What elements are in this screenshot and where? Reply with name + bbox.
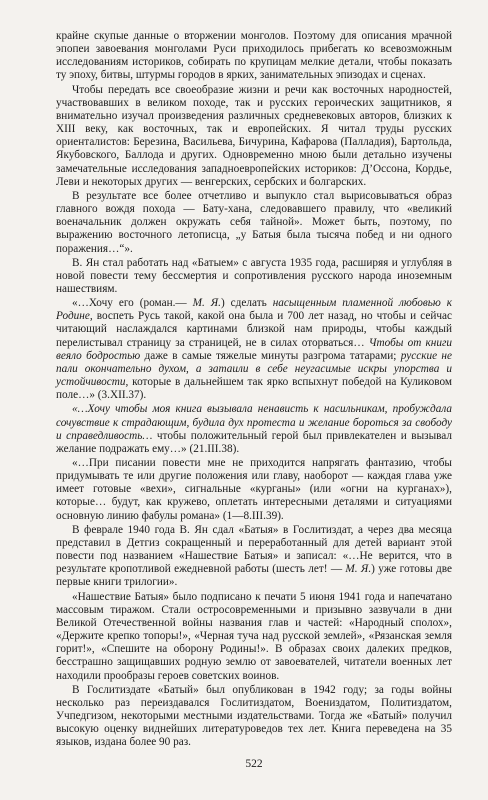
paragraph xyxy=(56,30,452,83)
text-run: даже в самые тяжелые минуты разгрома татарами; xyxy=(140,349,401,362)
italic-text: «…Хочу чтобы моя книга вызывала ненависть к насильникам, пробуждала сочувствие к страдающим, будила дух протеста и желание бороться за свободу и справедливость… xyxy=(56,403,452,442)
paragraph xyxy=(56,591,452,683)
body-text xyxy=(56,30,452,749)
paragraph xyxy=(56,524,452,590)
italic-text: Чтобы от книги веяло бодростью xyxy=(56,336,452,362)
text-run: В феврале 1940 года В. Ян сдал «Батыя» в Гослитиздат, а через два месяца представил в Детгиз сокращенный и переработанный для детей вариант этой повести под названием «Нашествие Батыя» и записал: «…Не верится, что в результате кропотливой ежедневной работы (шесть лет! — xyxy=(56,523,452,576)
paragraph xyxy=(56,403,452,456)
paragraph xyxy=(56,257,452,296)
italic-text: насыщенным пламенной любовью к Родине, xyxy=(56,297,453,323)
text-run: «…При писании повести мне не приходится напрягать фантазию, чтобы придумывать те или другие положения или главу, наоборот — каждая глава уже имеет готовые «вехи», сигнальные «курганы» (или «огни на курганах»), которые… будут, как кружево, оплетать интересными деталями и ситуациями основную линию фабулы романа» (1—8.III.39). xyxy=(56,457,452,522)
paragraph xyxy=(56,297,452,402)
paragraph xyxy=(56,457,452,523)
text-run: В результате все более отчетливо и выпукло стал вырисовываться образ главного вождя похода — Бату-хана, следовавшего правилу, что «великий военачальник должен окружать себя тайной». Может быть, поэтому, по выражению восточного летописца, „у Батыя была тысяча побед и ни одного поражения…“». xyxy=(56,189,452,255)
paragraph xyxy=(56,684,452,750)
italic-text: русские не пали окончательно духом, а затаили в себе неугасимые искры упорства и устойчивости, xyxy=(56,349,452,389)
text-run: чтобы положительный герой был привлекателен и вызывал желание подражать ему…» (21.III.38). xyxy=(56,429,452,455)
text-run: В Гослитиздате «Батый» был опубликован в 1942 году; за годы войны несколько раз переиздавался Гослитиздатом, Воениздатом, Политиздатом, Учпедгизом, некоторыми местными издательствами. Тогда же «Батый» получил высокую оценку виднейших литературоведов тех лет. Книга переведена на 35 языков, издана более 90 раз. xyxy=(56,683,452,749)
text-run: ) уже готовы две первые книги трилогии». xyxy=(56,563,452,589)
italic-text: М. Я. xyxy=(345,563,372,576)
page-number: 522 xyxy=(245,758,263,770)
text-run: которые в дальнейшем так ярко вспыхнут победой на Куликовом поле…» (3.XII.37). xyxy=(56,376,452,402)
text-run: ) сделать xyxy=(220,297,273,310)
text-run: «…Хочу его (роман.— xyxy=(72,297,193,310)
paragraph xyxy=(56,190,452,256)
text-run: крайне скупые данные о вторжении монголов. Поэтому для описания мрачной эпопеи завоевания монголами Руси приходилось прибегать ко всевозможным исследованиям историков, собирать по крупицам мелкие детали, чтобы показать ту эпоху, битвы, штурмы городов в ярких, занимательных эпизодах и сценах. xyxy=(56,30,452,82)
text-run: В. Ян стал работать над «Батыем» с августа 1935 года, расширяя и углубляя в новой повести тему бессмертия и сопротивления русского народа иноземным нашествиям. xyxy=(56,256,452,295)
text-run: Чтобы передать все своеобразие жизни и речи как восточных народностей, участвовавших в великом походе, так и русских героических защитников, я внимательно изучал произведения различных средневековых авторов, близких к XIII веку, как восточных, так и европейских. Я читал труды русских ориенталистов: Березина, Васильева, Бичурина, Кафарова (Палладия), Бартольда, Якубовского, Баллода и других. Одновременно мною были детально изучены замечательные исследования западноевропейских историков: Д’Оссона, Кордье, Леви и некоторых других — венгерских, сербских и болгарских. xyxy=(56,83,452,188)
text-run: «Нашествие Батыя» было подписано к печати 5 июня 1941 года и напечатано массовым тиражом. Стали остросовременными и призывно зазвучали в дни Великой Отечественной войны названия глав и частей: «Народный сполох», «Держите крепко топоры!», «Черная туча над русской землей», «Рязанская земля горит!», «Спешите на оборону Родины!». В образах своих далеких предков, бесстрашно защищавших родную землю от завоевателей, читатели военных лет находили прообразы героев советских воинов. xyxy=(56,590,452,682)
paragraph xyxy=(56,84,452,189)
text-run: воспеть Русь такой, какой она была и 700 лет назад, но чтобы и сейчас читающий наслаждался картинами близкой нам природы, чтобы каждый перелистывал страницу за страницей, не в силах оторваться… xyxy=(56,310,452,349)
italic-text: М. Я. xyxy=(192,297,221,310)
